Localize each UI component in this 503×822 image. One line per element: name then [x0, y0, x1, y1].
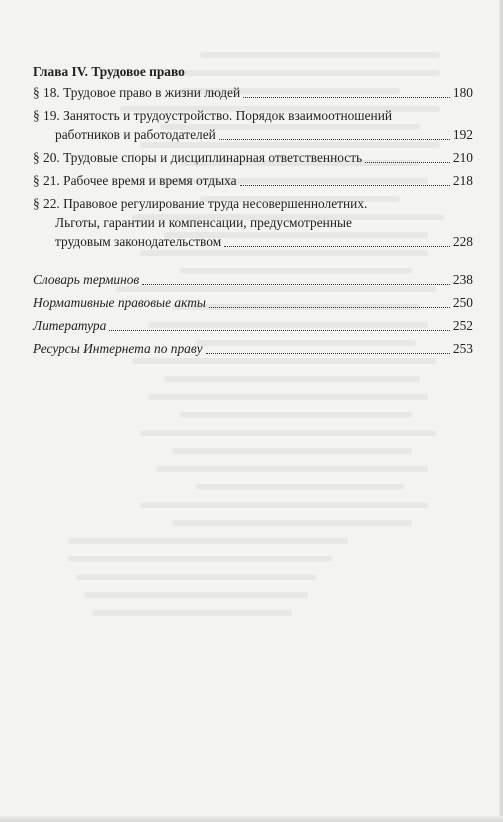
toc-entry-line	[33, 232, 473, 251]
page-number: 250	[452, 295, 473, 310]
page-edge-bottom	[0, 816, 503, 822]
toc-entry-appendix[interactable]	[33, 293, 473, 312]
page-number: 253	[452, 341, 473, 356]
toc-entry-line	[33, 339, 473, 358]
leader-dots	[243, 97, 450, 98]
toc-entry-line	[33, 316, 473, 335]
page-number: 180	[452, 85, 473, 100]
toc-entry[interactable]	[33, 194, 473, 251]
page-number: 218	[452, 173, 473, 188]
table-of-contents	[33, 62, 473, 362]
section-title: Рабочее время и время отдыха	[63, 173, 237, 188]
toc-entry-appendix[interactable]	[33, 339, 473, 358]
toc-entry-line	[33, 293, 473, 312]
section-title: работников и работодателей	[55, 127, 216, 142]
toc-entry-line	[33, 83, 473, 102]
page-number: 192	[452, 127, 473, 142]
appendix-title: Ресурсы Интернета по праву	[33, 341, 203, 356]
toc-entry-line	[33, 171, 473, 190]
section-title: трудовым законодательством	[55, 234, 222, 249]
toc-entry[interactable]	[33, 83, 473, 102]
section-title: Правовое регулирование труда несовершеннолетних.	[63, 196, 368, 211]
leader-dots	[206, 353, 450, 354]
page-number: 252	[452, 318, 473, 333]
section-title: Трудовое право в жизни людей	[63, 85, 241, 100]
section-title: Трудовые споры и дисциплинарная ответственность	[63, 150, 363, 165]
leader-dots	[219, 139, 450, 140]
toc-entry[interactable]	[33, 106, 473, 144]
spacer	[33, 255, 473, 270]
page-edge	[499, 0, 503, 822]
leader-dots	[142, 284, 450, 285]
appendix-title: Нормативные правовые акты	[33, 295, 206, 310]
toc-entry-appendix[interactable]	[33, 316, 473, 335]
toc-entry-line	[33, 194, 473, 213]
page-number: 210	[452, 150, 473, 165]
appendix-title: Литература	[33, 318, 107, 333]
leader-dots	[224, 246, 450, 247]
section-title: Занятость и трудоустройство. Порядок взаимоотношений	[63, 108, 393, 123]
section-number: § 19.	[33, 108, 60, 123]
toc-entry-line	[33, 270, 473, 289]
section-title: Льготы, гарантии и компенсации, предусмотренные	[55, 215, 352, 230]
toc-entry-line	[33, 213, 473, 232]
toc-entry[interactable]	[33, 171, 473, 190]
toc-entry-line	[33, 106, 473, 125]
chapter-heading: Глава IV. Трудовое право	[33, 64, 185, 79]
section-number: § 18.	[33, 85, 60, 100]
section-number: § 22.	[33, 196, 60, 211]
toc-entry-line	[33, 148, 473, 167]
page-number: 238	[452, 272, 473, 287]
section-number: § 21.	[33, 173, 60, 188]
toc-entry-appendix[interactable]	[33, 270, 473, 289]
appendix-title: Словарь терминов	[33, 272, 140, 287]
section-list	[33, 83, 473, 251]
leader-dots	[365, 162, 450, 163]
section-number: § 20.	[33, 150, 60, 165]
toc-entry[interactable]	[33, 148, 473, 167]
leader-dots	[240, 185, 450, 186]
leader-dots	[209, 307, 450, 308]
appendix-list	[33, 270, 473, 358]
leader-dots	[109, 330, 450, 331]
page-number: 228	[452, 234, 473, 249]
toc-entry-line	[33, 125, 473, 144]
